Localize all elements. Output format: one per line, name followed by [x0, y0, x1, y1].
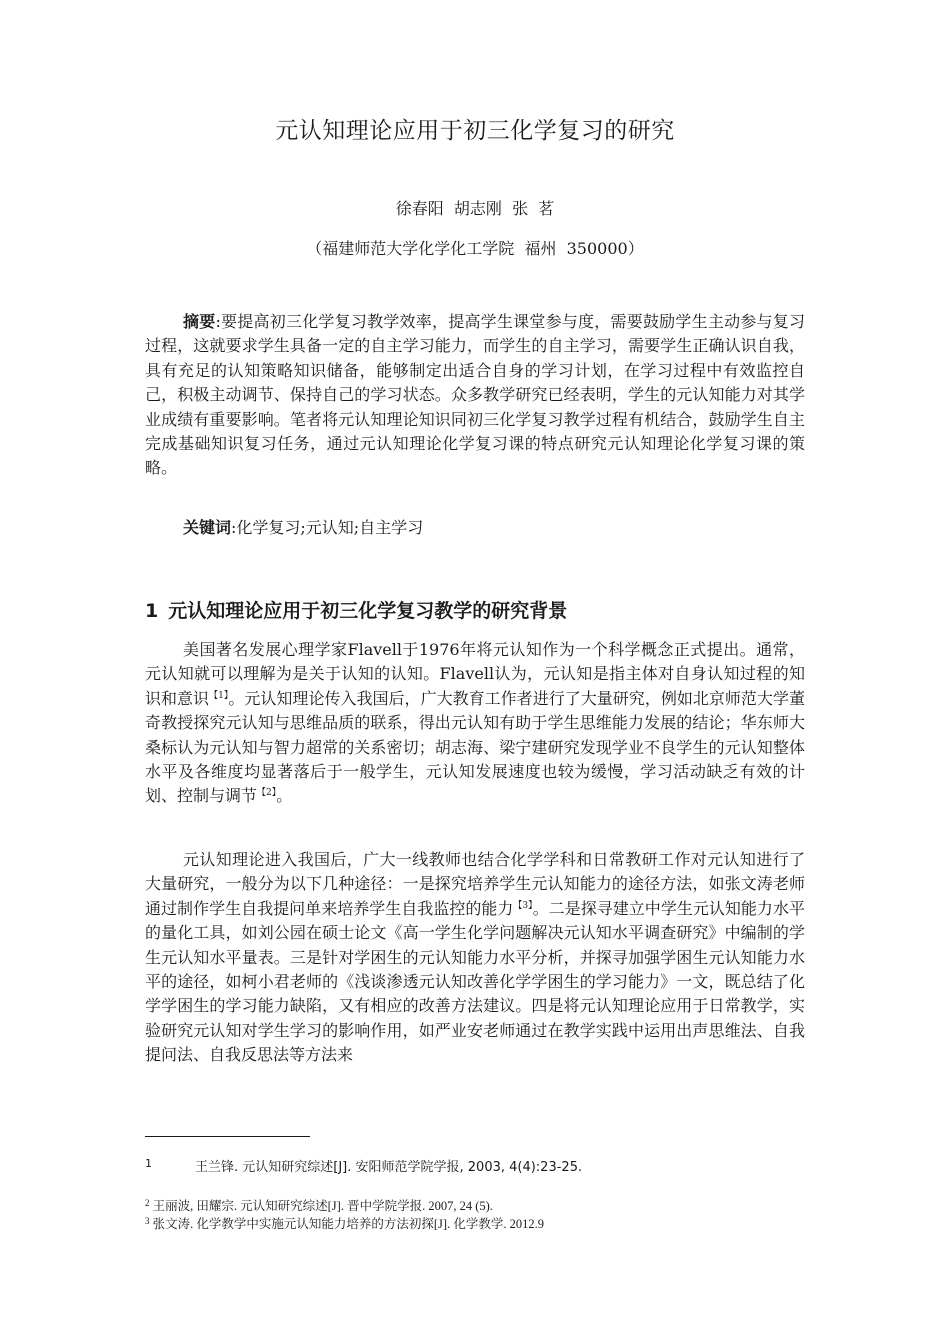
citation-marker: 【3】 — [513, 900, 533, 911]
footnote-1 — [145, 1156, 582, 1175]
section-heading — [145, 596, 567, 623]
section-number: 1 — [145, 600, 159, 622]
paragraph-text: 元认知理论进入我国后，广大一线教师也结合化学学科和日常教研工作对元认知进行了大量研究，一般分为以下几种途径：一是探究培养学生元认知能力的途径方法，如张文涛老师通过制作学生自我提问单来培养学生自我监控的能力 — [145, 850, 805, 918]
paragraph-text: 。二是探寻建立中学生元认知能力水平的量化工具，如刘公园在硕士论文《高一学生化学问题解决元认知水平调查研究》中编制的学生元认知水平量表。三是针对学困生的元认知能力水平分析，并探寻加强学困生元认知能力水平的途径，如柯小君老师的《浅谈渗透元认知改善化学学困生的学习能力》一文，既总结了化学学困生的学习能力缺陷，又有相应的改善方法建议。四是将元认知理论应用于日常教学，实验研究元认知对学生学习的影响作用，如严业安老师通过在教学实践中运用出声思维法、自我提问法、自我反思法等方法来 — [145, 898, 805, 1065]
abstract-label: 摘要 — [183, 312, 216, 331]
body-paragraph-1 — [145, 638, 805, 809]
keywords-text: :化学复习;元认知;自主学习 — [231, 518, 424, 537]
paragraph-text: 。元认知理论传入我国后，广大教育工作者进行了大量研究，例如北京师范大学董奇教授探究元认知与思维品质的联系，得出元认知有助于学生思维能力发展的结论；华东师大桑标认为元认知与智力超常的关系密切；胡志海、梁宁建研究发现学业不良学生的元认知整体水平及各维度均显著落后于一般学生，元认知发展速度也较为缓慢，学习活动缺乏有效的计划、控制与调节 — [145, 688, 805, 806]
footnote-3 — [145, 1214, 544, 1232]
abstract-paragraph — [145, 310, 805, 481]
footnote-separator — [145, 1136, 310, 1137]
footnote-mark: 2 — [145, 1198, 150, 1208]
footnote-text: 王丽波, 田耀宗. 元认知研究综述[J]. 晋中学院学报. 2007, 24 (5). — [149, 1199, 493, 1213]
paragraph-text: 美国著名发展心理学家Flavell于1976年将元认知作为一个科学概念正式提出。通常，元认知就可以理解为是关于认知的认知。Flavell认为，元认知是指主体对自身认知过程的知识和意识 — [145, 640, 805, 708]
body-paragraph-2 — [145, 848, 805, 1068]
citation-marker: 【2】 — [257, 788, 277, 799]
footnote-mark: 3 — [145, 1216, 150, 1226]
section-heading-text: 元认知理论应用于初三化学复习教学的研究背景 — [168, 600, 568, 622]
citation-marker: 【1】 — [209, 690, 229, 701]
footnote-text: 张文涛. 化学教学中实施元认知能力培养的方法初探[J]. 化学教学. 2012.9 — [149, 1217, 544, 1231]
footnote-2 — [145, 1196, 493, 1214]
paper-title: 元认知理论应用于初三化学复习的研究 — [275, 118, 675, 144]
footnote-text: 王兰锋. 元认知研究综述[J]. 安阳师范学院学报, 2003, 4(4):23-25. — [195, 1160, 583, 1175]
paragraph-text: 。 — [276, 786, 293, 806]
keywords-paragraph — [145, 516, 805, 540]
keywords-label: 关键词 — [183, 518, 232, 537]
author-affiliation: （福建师范大学化学化工学院 福州 350000） — [306, 239, 644, 258]
author-list: 徐春阳 胡志刚 张 茗 — [395, 199, 555, 218]
abstract-text: :要提高初三化学复习教学效率，提高学生课堂参与度，需要鼓励学生主动参与复习过程，这就要求学生具备一定的自主学习能力，而学生的自主学习，需要学生正确认识自我，具有充足的认知策略知识储备，能够制定出适合自身的学习计划，在学习过程中有效监控自己，积极主动调节、保持自己的学习状态。众多教学研究已经表明，学生的元认知能力对其学业成绩有重要影响。笔者将元认知理论知识同初三化学复习教学过程有机结合，鼓励学生自主完成基础知识复习任务，通过元认知理论化学复习课的特点研究元认知理论化学复习课的策略。 — [145, 312, 805, 478]
footnote-mark: 1 — [145, 1157, 152, 1170]
